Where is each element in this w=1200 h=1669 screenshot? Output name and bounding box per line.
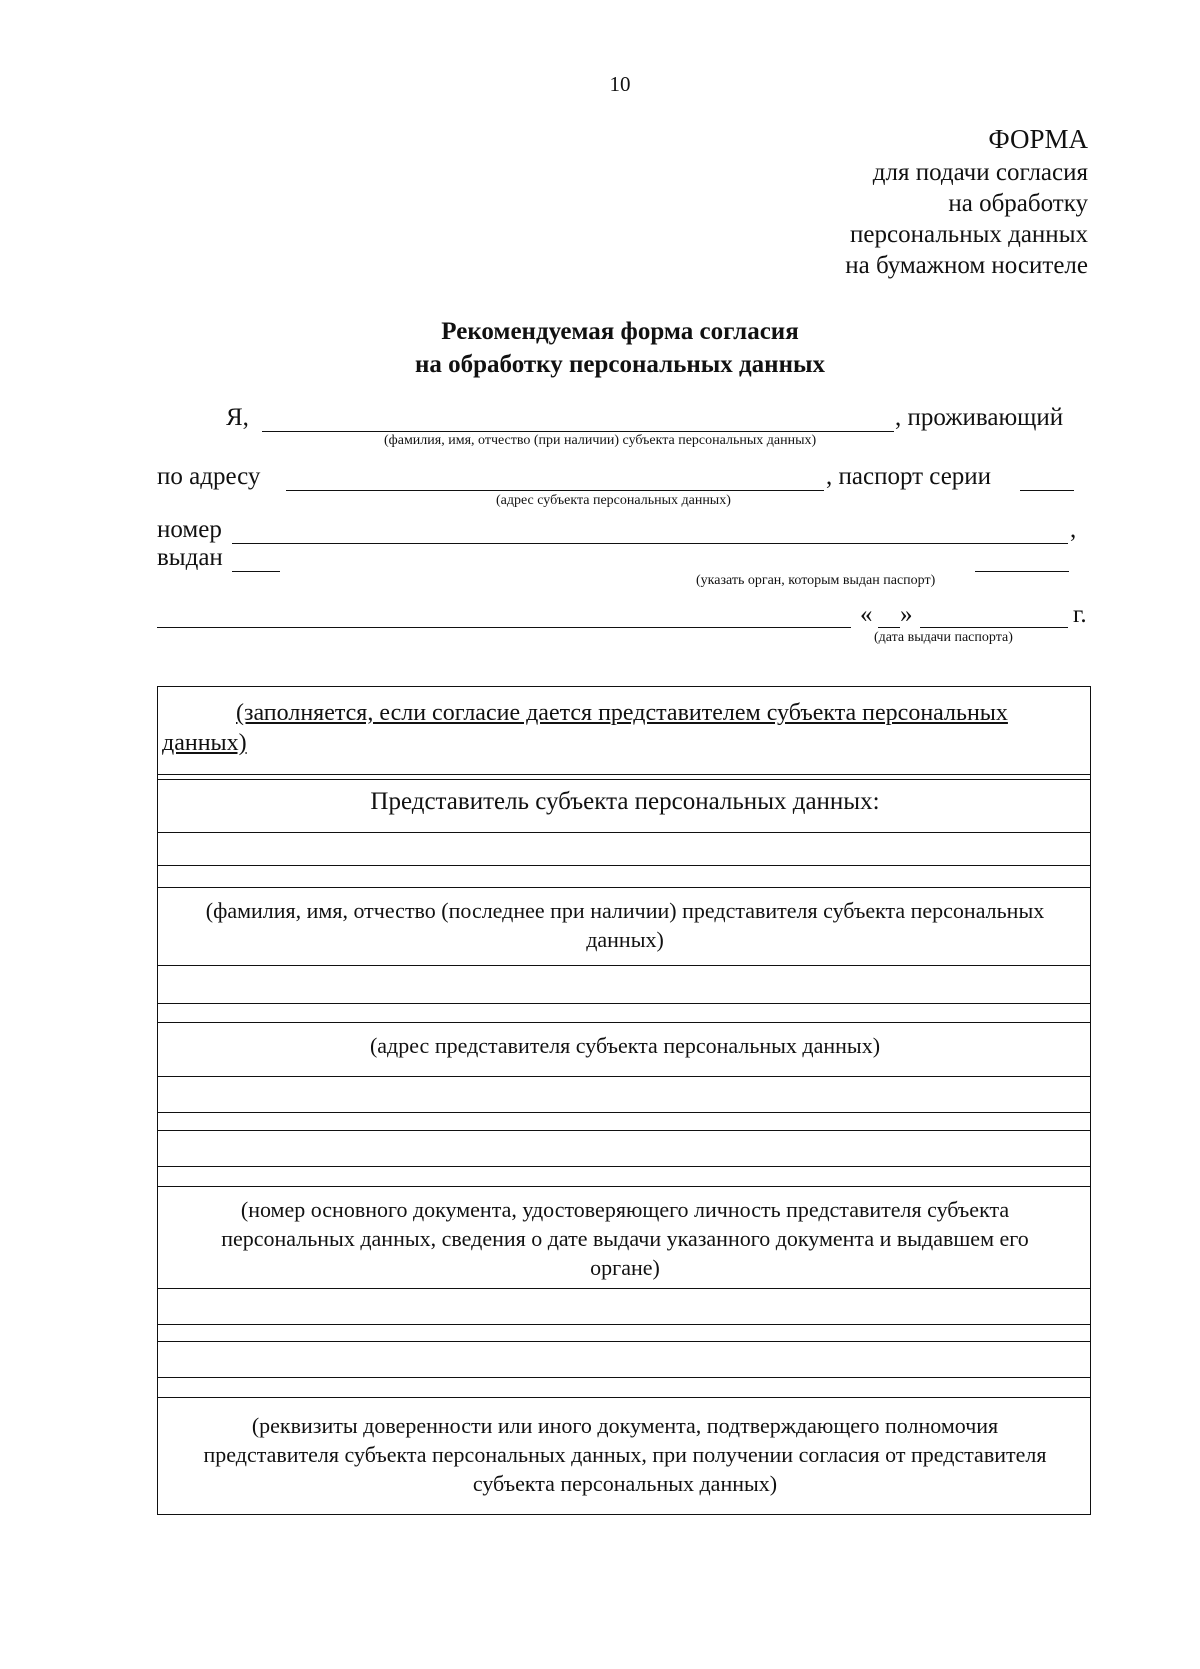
representative-fio-field[interactable]: [157, 865, 1091, 866]
page-number: 10: [609, 72, 631, 96]
title-line-1: Рекомендуемая форма согласия: [441, 318, 799, 345]
caption-line: (фамилия, имя, отчество (последнее при наличии) представителя субъекта персональных: [205, 898, 1045, 923]
passport-series-label: , паспорт серии: [826, 463, 992, 490]
passport-number-field[interactable]: [232, 543, 1068, 544]
table-divider: [157, 832, 1091, 833]
issuer-caption: (указать орган, которым выдан паспорт): [696, 573, 936, 588]
document-title: [0, 315, 1200, 381]
header-line: персональных данных: [850, 221, 1088, 248]
header-line: для подачи согласия: [872, 159, 1088, 186]
form-header: [845, 124, 1088, 281]
representative-fio-caption: [170, 896, 1080, 954]
issued-label: выдан: [157, 544, 223, 571]
representative-document-field[interactable]: [157, 1112, 1091, 1113]
caption-line: (номер основного документа, удостоверяющего личность представителя субъекта: [240, 1197, 1010, 1222]
power-of-attorney-field[interactable]: [157, 1377, 1091, 1378]
issue-day-field[interactable]: [878, 627, 900, 628]
date-quote-open: «: [860, 601, 873, 628]
full-name-field[interactable]: [262, 431, 894, 432]
representative-note-line-1: (заполняется, если согласие дается представителем субъекта персональных: [236, 700, 1008, 726]
representative-address-caption: (адрес представителя субъекта персональных данных): [369, 1033, 881, 1058]
date-quote-close: »: [900, 601, 913, 628]
table-divider: [157, 774, 1091, 775]
issuer-field[interactable]: [157, 627, 851, 628]
representative-heading: Представитель субъекта персональных данных:: [370, 788, 880, 815]
representative-document-field[interactable]: [157, 1130, 1091, 1131]
caption-line: субъекта персональных данных): [472, 1471, 778, 1496]
caption-line: (реквизиты доверенности или иного документа, подтверждающего полномочия: [251, 1413, 999, 1438]
power-of-attorney-field[interactable]: [157, 1341, 1091, 1342]
issue-date-caption: (дата выдачи паспорта): [874, 630, 1013, 645]
issue-month-year-field[interactable]: [920, 627, 1068, 628]
caption-line: данных): [586, 927, 664, 952]
passport-series-field[interactable]: [1020, 490, 1074, 491]
representative-address-field[interactable]: [157, 1022, 1091, 1023]
comma: ,: [1070, 516, 1077, 543]
representative-document-caption: [170, 1195, 1080, 1282]
form-label: ФОРМА: [988, 124, 1088, 154]
issued-field-end[interactable]: [975, 571, 1069, 572]
power-of-attorney-field[interactable]: [157, 1324, 1091, 1325]
representative-document-field[interactable]: [157, 1166, 1091, 1167]
table-divider: [157, 779, 1091, 780]
power-of-attorney-caption: [170, 1411, 1080, 1498]
caption-line: персональных данных, сведения о дате выдачи указанного документа и выдавшем его: [221, 1226, 1029, 1251]
header-line: на бумажном носителе: [845, 252, 1088, 279]
representative-document-field[interactable]: [157, 1186, 1091, 1187]
representative-fio-field[interactable]: [157, 887, 1091, 888]
number-label: номер: [157, 516, 222, 543]
residing-label: , проживающий: [895, 404, 1064, 431]
full-name-caption: (фамилия, имя, отчество (при наличии) субъекта персональных данных): [384, 433, 817, 448]
address-caption: (адрес субъекта персональных данных): [496, 493, 731, 508]
table-divider: [157, 965, 1091, 966]
caption-line: органе): [590, 1255, 660, 1280]
ya-label: Я,: [226, 404, 249, 431]
caption-line: представителя субъекта персональных данных, при получении согласия от представителя: [203, 1442, 1047, 1467]
header-line: на обработку: [948, 190, 1088, 217]
table-divider: [157, 1076, 1091, 1077]
table-divider: [157, 1288, 1091, 1289]
power-of-attorney-field[interactable]: [157, 1397, 1091, 1398]
issued-field[interactable]: [232, 571, 280, 572]
title-line-2: на обработку персональных данных: [415, 351, 825, 378]
representative-note-line-2: данных): [162, 730, 247, 756]
representative-address-field[interactable]: [157, 1003, 1091, 1004]
address-field[interactable]: [286, 490, 824, 491]
address-label: по адресу: [157, 463, 261, 490]
year-suffix: г.: [1073, 601, 1087, 628]
